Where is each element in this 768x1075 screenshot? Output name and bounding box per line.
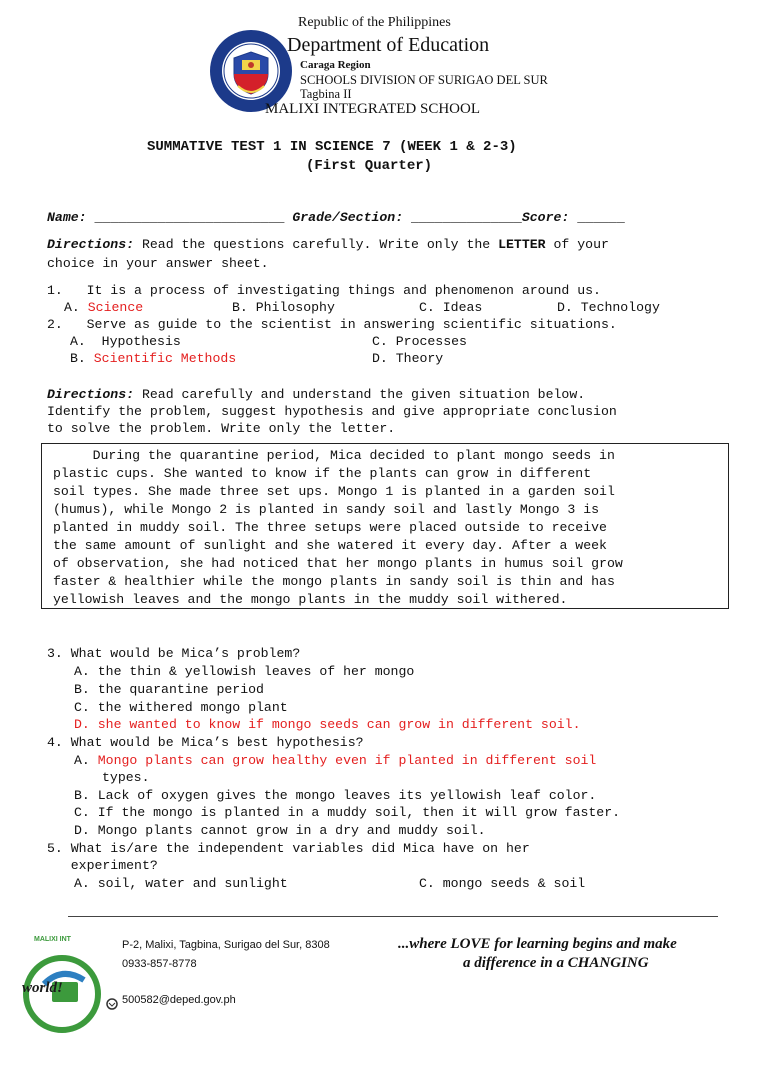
q4-a-answer: Mongo plants can grow healthy even if planted in different soil bbox=[97, 753, 597, 768]
question-1: 1. It is a process of investigating things and phenomenon around us. bbox=[47, 283, 601, 298]
region-text: Caraga Region bbox=[300, 59, 371, 71]
q1-option-c: C. Ideas bbox=[419, 300, 483, 315]
grade-label: Grade/Section: bbox=[292, 210, 404, 225]
q5-option-a: A. soil, water and sunlight bbox=[74, 876, 288, 891]
passage-line-6: the same amount of sunlight and she watered it every day. After a week bbox=[53, 538, 607, 553]
footer-address: P-2, Malixi, Tagbina, Surigao del Sur, 8308 bbox=[122, 939, 330, 951]
q1-a-prefix: A. bbox=[64, 300, 88, 315]
question-2: 2. Serve as guide to the scientist in answering scientific situations. bbox=[47, 317, 617, 332]
q4-option-d: D. Mongo plants cannot grow in a dry and muddy soil. bbox=[74, 823, 486, 838]
name-label: Name: bbox=[47, 210, 87, 225]
directions-2-text: Read carefully and understand the given situation below. bbox=[134, 387, 586, 402]
q1-option-b: B. Philosophy bbox=[232, 300, 335, 315]
question-4: 4. What would be Mica’s best hypothesis? bbox=[47, 735, 364, 750]
republic-heading: Republic of the Philippines bbox=[298, 15, 451, 30]
district-text: Tagbina II bbox=[300, 87, 352, 101]
directions-1-line-2: choice in your answer sheet. bbox=[47, 256, 269, 271]
passage-line-4: (humus), while Mongo 2 is planted in sandy soil and lastly Mongo 3 is bbox=[53, 502, 600, 517]
department-heading: Department of Education bbox=[287, 34, 490, 56]
q3-option-b: B. the quarantine period bbox=[74, 682, 264, 697]
score-blank: ______ bbox=[569, 210, 625, 225]
directions-1-text-a: Read the questions carefully. Write only the bbox=[134, 237, 499, 252]
footer-divider bbox=[68, 916, 718, 917]
footer-email: 500582@deped.gov.ph bbox=[122, 994, 236, 1006]
directions-1-text-b: of your bbox=[545, 237, 609, 252]
q4-option-a bbox=[74, 753, 596, 768]
q3-option-c: C. the withered mongo plant bbox=[74, 700, 288, 715]
passage-line-3: soil types. She made three set ups. Mongo 1 is planted in a garden soil bbox=[53, 484, 615, 499]
footer-phone: 0933-857-8778 bbox=[122, 958, 197, 970]
directions-1-bold: LETTER bbox=[498, 237, 546, 252]
directions-2-line-2: Identify the problem, suggest hypothesis and give appropriate conclusion bbox=[47, 404, 617, 419]
division-text: SCHOOLS DIVISION OF SURIGAO DEL SUR bbox=[300, 73, 548, 87]
passage-line-9: yellowish leaves and the mongo plants in the muddy soil withered. bbox=[53, 592, 568, 607]
score-label: Score: bbox=[521, 210, 570, 225]
q1-option-a bbox=[64, 300, 143, 315]
question-3: 3. What would be Mica’s problem? bbox=[47, 646, 301, 661]
q1-option-d: D. Technology bbox=[557, 300, 660, 315]
passage-line-1: During the quarantine period, Mica decided to plant mongo seeds in bbox=[53, 448, 615, 463]
q3-option-d-answer: D. she wanted to know if mongo seeds can grow in different soil. bbox=[74, 717, 581, 732]
grade-blank: ______________ bbox=[403, 210, 522, 225]
logo-world-text: world! bbox=[22, 980, 63, 996]
directions-1-line-1 bbox=[47, 237, 609, 252]
q4-option-a-continued: types. bbox=[102, 770, 150, 785]
logo-side-text: MALIXI INT bbox=[34, 936, 71, 943]
footer-tagline-2: a difference in a CHANGING bbox=[463, 955, 649, 971]
passage-line-2: plastic cups. She wanted to know if the plants can grow in different bbox=[53, 466, 592, 481]
name-blank: ________________________ bbox=[86, 210, 293, 225]
question-5: 5. What is/are the independent variables did Mica have on her bbox=[47, 841, 530, 856]
test-subtitle: (First Quarter) bbox=[306, 158, 433, 174]
q5-option-c: C. mongo seeds & soil bbox=[419, 876, 586, 891]
footer-tagline-1: ...where LOVE for learning begins and make bbox=[398, 936, 677, 952]
directions-2-line-1 bbox=[47, 387, 585, 402]
q2-option-d: D. Theory bbox=[372, 351, 444, 366]
q4-option-b: B. Lack of oxygen gives the mongo leaves its yellowish leaf color. bbox=[74, 788, 597, 803]
school-name: MALIXI INTEGRATED SCHOOL bbox=[265, 101, 480, 117]
q2-b-answer: Scientific Methods bbox=[93, 351, 237, 366]
directions-2-line-3: to solve the problem. Write only the letter. bbox=[47, 421, 396, 436]
directions-2-label: Directions: bbox=[47, 387, 135, 402]
q2-option-c: C. Processes bbox=[372, 334, 467, 349]
q4-a-prefix: A. bbox=[74, 753, 98, 768]
q4-option-c: C. If the mongo is planted in a muddy soil, then it will grow faster. bbox=[74, 805, 621, 820]
passage-line-7: of observation, she had noticed that her mongo plants in humus soil grow bbox=[53, 556, 623, 571]
question-5-continued: experiment? bbox=[47, 858, 158, 873]
passage-line-8: faster & healthier while the mongo plants in sandy soil is thin and has bbox=[53, 574, 615, 589]
school-logo bbox=[14, 936, 114, 1016]
test-title: SUMMATIVE TEST 1 IN SCIENCE 7 (WEEK 1 & 2-3) bbox=[147, 139, 517, 155]
q1-a-answer: Science bbox=[87, 300, 144, 315]
passage-line-5: planted in muddy soil. The three setups were placed outside to receive bbox=[53, 520, 607, 535]
name-line bbox=[47, 210, 625, 225]
q2-option-b bbox=[70, 351, 236, 366]
directions-1-label: Directions: bbox=[47, 237, 135, 252]
q2-option-a: A. Hypothesis bbox=[70, 334, 181, 349]
q3-option-a: A. the thin & yellowish leaves of her mongo bbox=[74, 664, 415, 679]
q2-b-prefix: B. bbox=[70, 351, 94, 366]
